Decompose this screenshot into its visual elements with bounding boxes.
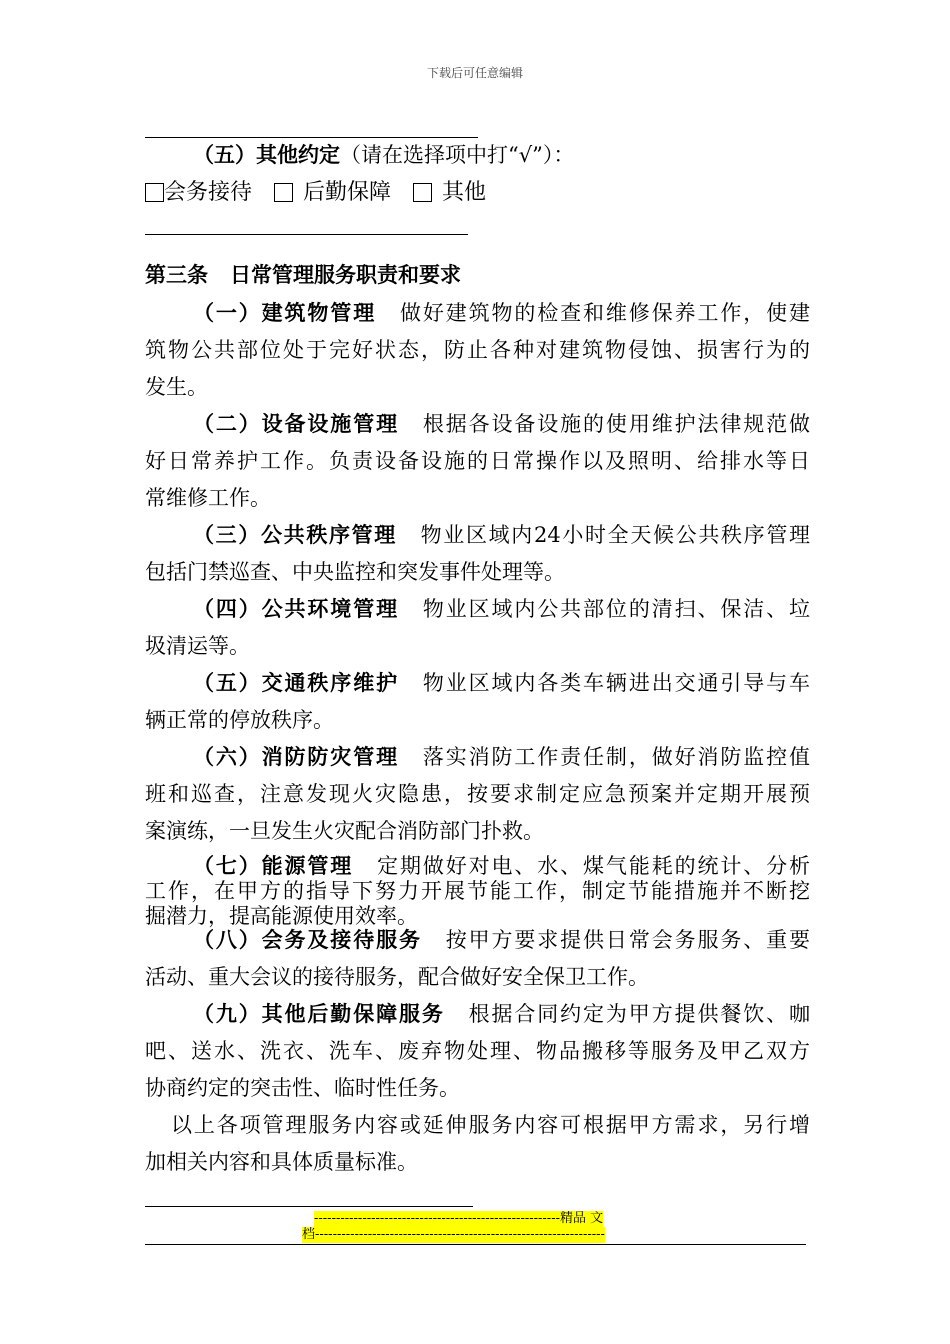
item-7-line-1: [145, 852, 810, 880]
footer-mark-line-1: --------------------------------------------------------精品 文: [314, 1211, 604, 1226]
option-checkbox-logistics[interactable]: [274, 183, 293, 202]
article3-heading: [145, 261, 810, 289]
closing-line-2: 加相关内容和具体质量标准。: [145, 1150, 418, 1174]
closing-line-1: 以上各项管理服务内容或延伸服务内容可根据甲方需求，另行增: [171, 1113, 810, 1137]
item-1-title: （一）建筑物管理: [193, 300, 377, 325]
item-9-line-3: 协商约定的突击性、临时性任务。: [145, 1076, 460, 1100]
item-6-line-2: 班和巡查，注意发现火灾隐患，按要求制定应急预案并定期开展预: [145, 782, 810, 806]
article3-heading-number: 第三条: [145, 262, 208, 287]
item-7-text: 定期做好对电、水、煤气能耗的统计、分析: [375, 854, 811, 878]
item-6-text: 落实消防工作责任制，做好消防监控值: [420, 745, 811, 769]
item-8-line-1: [145, 926, 810, 954]
item-2-line-2: 好日常养护工作。负责设备设施的日常操作以及照明、给排水等日: [145, 449, 810, 473]
option-label-meeting: 会务接待: [164, 180, 253, 205]
page-header: 下载后可任意编辑: [426, 66, 523, 80]
item-3-line-2: 包括门禁巡查、中央监控和突发事件处理等。: [145, 560, 565, 584]
item-4-title: （四）公共环境管理: [193, 596, 399, 621]
option-label-other: 其他: [442, 180, 487, 205]
option-row: [145, 179, 810, 207]
item-3-title: （三）公共秩序管理: [193, 522, 397, 547]
divider-top: [145, 137, 478, 138]
item-7-line-2: 工作，在甲方的指导下努力开展节能工作，制定节能措施并不断挖: [145, 879, 810, 903]
item-7-line-3: 掘潜力，提高能源使用效率。: [145, 904, 418, 928]
item-4-text: 物业区域内公共部位的清扫、保洁、垃: [420, 597, 811, 621]
section5-title: （五）其他约定: [193, 142, 340, 167]
item-1-line-2: 筑物公共部位处于完好状态，防止各种对建筑物侵蚀、损害行为的: [145, 338, 810, 362]
divider-blank-line: [145, 234, 468, 235]
item-6-line-1: [145, 743, 810, 771]
item-8-text: 按甲方要求提供日常会务服务、重要: [443, 928, 811, 952]
item-7-title: （七）能源管理: [193, 853, 354, 878]
item-6-title: （六）消防防灾管理: [193, 744, 399, 769]
item-5-text: 物业区域内各类车辆进出交通引导与车: [420, 671, 811, 695]
item-8-line-2: 活动、重大会议的接待服务，配合做好安全保卫工作。: [145, 965, 649, 989]
divider-bottom-short: [145, 1206, 473, 1207]
item-4-line-1: [145, 595, 810, 623]
article3-heading-title: 日常管理服务职责和要求: [230, 262, 461, 287]
footer-mark-line-2: 档------------------------------------------------------------------: [302, 1227, 605, 1242]
item-5-title: （五）交通秩序维护: [193, 670, 399, 695]
item-1-line-1: [145, 299, 810, 327]
item-3-line-1: [145, 521, 810, 549]
item-9-line-1: [145, 1000, 810, 1028]
option-checkbox-meeting[interactable]: [145, 183, 164, 202]
section5-title-line: [145, 141, 810, 169]
item-2-line-1: [145, 410, 810, 438]
item-1-line-3: 发生。: [145, 375, 208, 399]
item-9-text: 根据合同约定为甲方提供餐饮、咖: [466, 1002, 811, 1026]
divider-bottom-full: [145, 1244, 806, 1245]
item-5-line-1: [145, 669, 810, 697]
option-label-logistics: 后勤保障: [303, 180, 392, 205]
item-2-title: （二）设备设施管理: [193, 411, 399, 436]
option-checkbox-other[interactable]: [413, 183, 432, 202]
item-9-title: （九）其他后勤保障服务: [193, 1001, 445, 1026]
item-5-line-2: 辆正常的停放秩序。: [145, 708, 334, 732]
item-4-line-2: 圾清运等。: [145, 634, 250, 658]
item-2-text: 根据各设备设施的使用维护法律规范做: [420, 412, 811, 436]
item-8-title: （八）会务及接待服务: [193, 927, 422, 952]
item-1-text: 做好建筑物的检查和维修保养工作，使建: [398, 301, 810, 325]
item-9-line-2: 吧、送水、洗衣、洗车、废弃物处理、物品搬移等服务及甲乙双方: [145, 1039, 810, 1063]
item-3-text: 物业区域内24小时全天候公共秩序管理: [418, 523, 810, 547]
item-6-line-3: 案演练，一旦发生火灾配合消防部门扑救。: [145, 819, 544, 843]
item-2-line-3: 常维修工作。: [145, 486, 271, 510]
section5-hint: （请在选择项中打“√”）：: [340, 143, 575, 167]
